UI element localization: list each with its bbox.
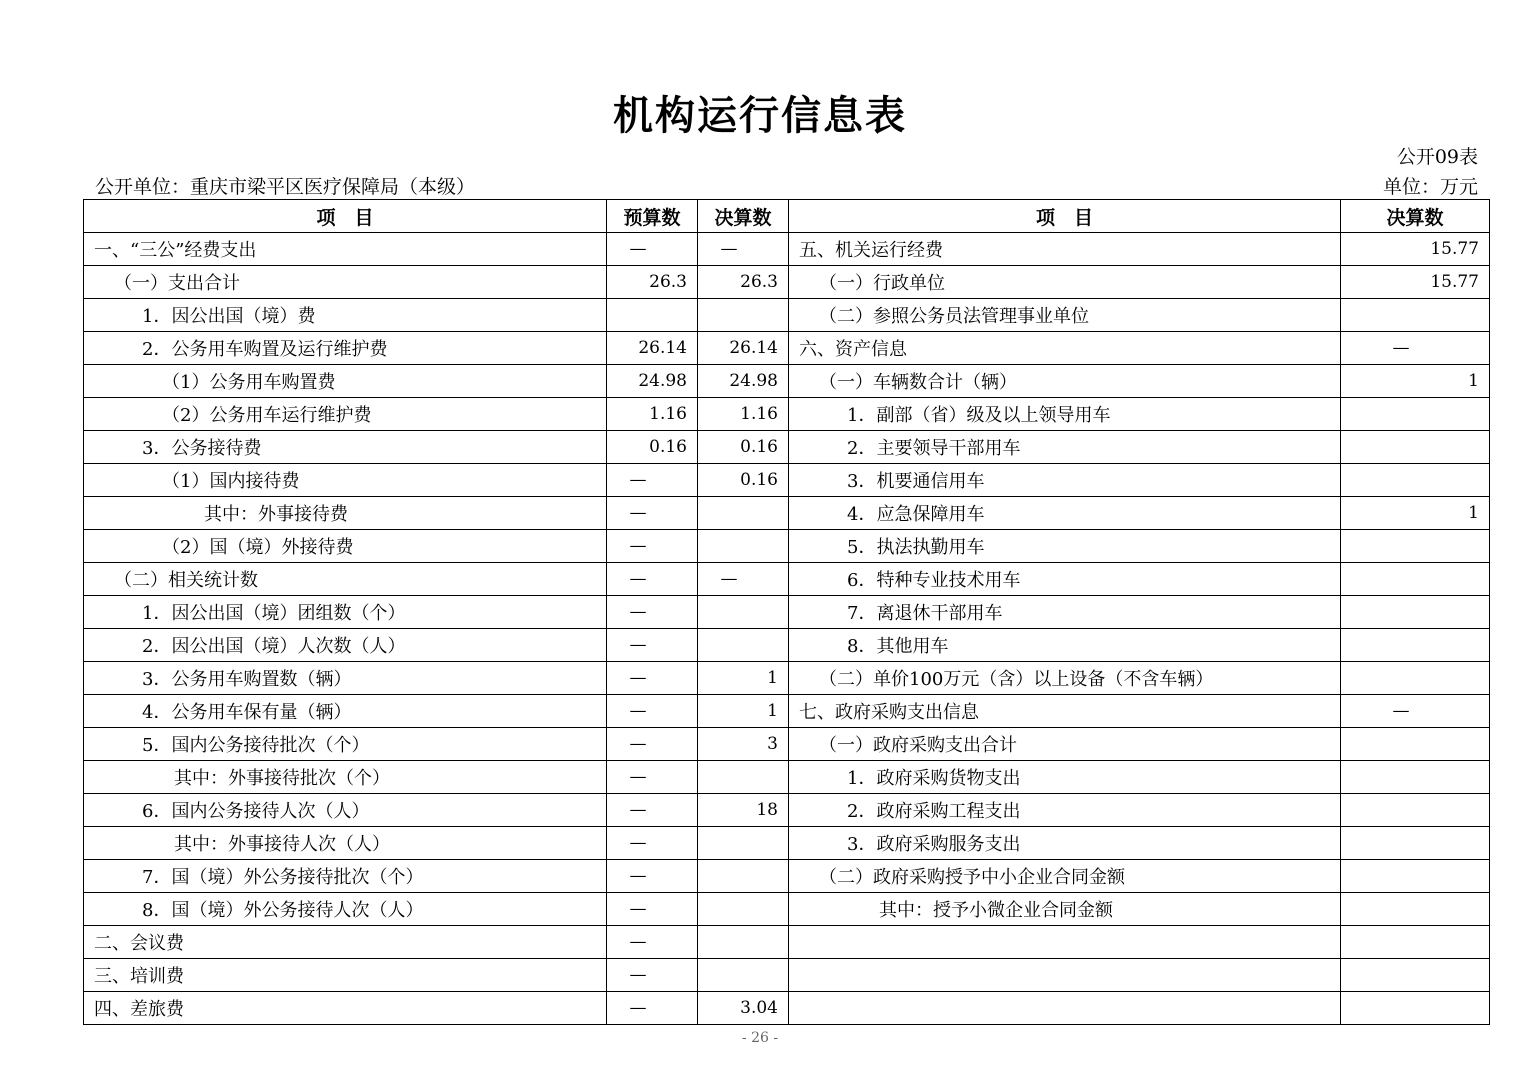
left-item-label: 其中：外事接待人次（人） — [84, 827, 607, 860]
right-item-label: 1．副部（省）级及以上领导用车 — [789, 398, 1341, 431]
table-row — [84, 827, 1490, 860]
left-final-value: 26.3 — [698, 266, 789, 299]
table-row — [84, 431, 1490, 464]
left-budget-value: — — [607, 695, 698, 728]
right-final-value — [1341, 398, 1490, 431]
left-item-label: 四、差旅费 — [84, 992, 607, 1025]
right-final-value: 15.77 — [1341, 266, 1490, 299]
left-final-value: 18 — [698, 794, 789, 827]
right-item-label: （一）行政单位 — [789, 266, 1341, 299]
right-item-label — [789, 959, 1341, 992]
right-final-value — [1341, 629, 1490, 662]
left-item-label: （1）公务用车购置费 — [84, 365, 607, 398]
right-final-value: 1 — [1341, 497, 1490, 530]
left-budget-value — [607, 299, 698, 332]
right-item-label: 2．政府采购工程支出 — [789, 794, 1341, 827]
left-final-value — [698, 299, 789, 332]
left-budget-value: — — [607, 530, 698, 563]
left-budget-value: — — [607, 464, 698, 497]
left-final-value: — — [698, 563, 789, 596]
left-budget-value: — — [607, 761, 698, 794]
left-item-label: 2．公务用车购置及运行维护费 — [84, 332, 607, 365]
left-final-value — [698, 629, 789, 662]
left-final-value: 26.14 — [698, 332, 789, 365]
left-final-value: 3.04 — [698, 992, 789, 1025]
table-row — [84, 233, 1490, 266]
left-budget-value: — — [607, 497, 698, 530]
left-budget-value: — — [607, 893, 698, 926]
table-row — [84, 299, 1490, 332]
header-budget: 预算数 — [607, 200, 698, 233]
left-budget-value: 26.14 — [607, 332, 698, 365]
right-final-value — [1341, 761, 1490, 794]
left-budget-value: 1.16 — [607, 398, 698, 431]
left-item-label: （1）国内接待费 — [84, 464, 607, 497]
table-row — [84, 332, 1490, 365]
left-item-label: 1．因公出国（境）团组数（个） — [84, 596, 607, 629]
right-final-value — [1341, 596, 1490, 629]
left-item-label: 5．国内公务接待批次（个） — [84, 728, 607, 761]
left-item-label: （2）国（境）外接待费 — [84, 530, 607, 563]
right-final-value — [1341, 992, 1490, 1025]
table-row — [84, 629, 1490, 662]
left-budget-value: — — [607, 728, 698, 761]
page-number: - 26 - — [741, 1030, 779, 1046]
left-final-value — [698, 959, 789, 992]
table-row — [84, 662, 1490, 695]
left-item-label: 2．因公出国（境）人次数（人） — [84, 629, 607, 662]
left-budget-value: — — [607, 794, 698, 827]
right-item-label: （二）参照公务员法管理事业单位 — [789, 299, 1341, 332]
left-budget-value: 26.3 — [607, 266, 698, 299]
table-row — [84, 761, 1490, 794]
table-row — [84, 992, 1490, 1025]
table-body — [84, 233, 1490, 1025]
left-item-label: 3．公务接待费 — [84, 431, 607, 464]
right-final-value: — — [1341, 332, 1490, 365]
left-item-label: 4．公务用车保有量（辆） — [84, 695, 607, 728]
left-final-value: 1 — [698, 695, 789, 728]
table-row — [84, 563, 1490, 596]
right-item-label: 七、政府采购支出信息 — [789, 695, 1341, 728]
right-final-value — [1341, 827, 1490, 860]
right-item-label — [789, 992, 1341, 1025]
left-item-label: （2）公务用车运行维护费 — [84, 398, 607, 431]
unit-line — [95, 172, 1478, 199]
left-budget-value: — — [607, 992, 698, 1025]
left-budget-value: — — [607, 827, 698, 860]
left-final-value — [698, 827, 789, 860]
header-final-right: 决算数 — [1341, 200, 1490, 233]
right-final-value — [1341, 662, 1490, 695]
info-table — [83, 199, 1490, 1025]
table-row — [84, 596, 1490, 629]
reporting-unit: 公开单位：重庆市梁平区医疗保障局（本级） — [95, 176, 476, 198]
left-final-value: 0.16 — [698, 431, 789, 464]
left-item-label: （一）支出合计 — [84, 266, 607, 299]
right-item-label: 5．执法执勤用车 — [789, 530, 1341, 563]
left-final-value: 24.98 — [698, 365, 789, 398]
left-budget-value: — — [607, 563, 698, 596]
right-item-label: 4．应急保障用车 — [789, 497, 1341, 530]
right-final-value — [1341, 431, 1490, 464]
left-budget-value: — — [607, 860, 698, 893]
left-budget-value: — — [607, 596, 698, 629]
right-final-value: 15.77 — [1341, 233, 1490, 266]
table-row — [84, 926, 1490, 959]
table-row — [84, 860, 1490, 893]
table-row — [84, 398, 1490, 431]
right-item-label: （二）政府采购授予中小企业合同金额 — [789, 860, 1341, 893]
table-row — [84, 695, 1490, 728]
header-item: 项 目 — [84, 200, 607, 233]
left-final-value — [698, 761, 789, 794]
right-item-label: （一）车辆数合计（辆） — [789, 365, 1341, 398]
right-item-label: 3．机要通信用车 — [789, 464, 1341, 497]
right-item-label: 6．特种专业技术用车 — [789, 563, 1341, 596]
right-item-label: 3．政府采购服务支出 — [789, 827, 1341, 860]
left-final-value — [698, 893, 789, 926]
right-final-value — [1341, 860, 1490, 893]
left-item-label: （二）相关统计数 — [84, 563, 607, 596]
left-item-label: 7．国（境）外公务接待批次（个） — [84, 860, 607, 893]
left-final-value: — — [698, 233, 789, 266]
right-final-value — [1341, 959, 1490, 992]
right-item-label: 7．离退休干部用车 — [789, 596, 1341, 629]
left-item-label: 3．公务用车购置数（辆） — [84, 662, 607, 695]
left-budget-value: — — [607, 629, 698, 662]
right-item-label: 六、资产信息 — [789, 332, 1341, 365]
right-final-value — [1341, 563, 1490, 596]
right-item-label: 1．政府采购货物支出 — [789, 761, 1341, 794]
left-budget-value: 0.16 — [607, 431, 698, 464]
left-budget-value: — — [607, 926, 698, 959]
left-item-label: 6．国内公务接待人次（人） — [84, 794, 607, 827]
right-final-value — [1341, 728, 1490, 761]
right-item-label: （一）政府采购支出合计 — [789, 728, 1341, 761]
table-row — [84, 497, 1490, 530]
left-final-value — [698, 926, 789, 959]
right-final-value: 1 — [1341, 365, 1490, 398]
currency-unit: 单位：万元 — [1382, 176, 1478, 198]
left-budget-value: — — [607, 662, 698, 695]
right-item-label: （二）单价100万元（含）以上设备（不含车辆） — [789, 662, 1341, 695]
right-item-label: 2．主要领导干部用车 — [789, 431, 1341, 464]
left-final-value: 1.16 — [698, 398, 789, 431]
left-item-label: 其中：外事接待费 — [84, 497, 607, 530]
table-row — [84, 893, 1490, 926]
right-final-value — [1341, 464, 1490, 497]
right-item-label: 五、机关运行经费 — [789, 233, 1341, 266]
left-final-value: 1 — [698, 662, 789, 695]
right-item-label — [789, 926, 1341, 959]
header-item-right: 项 目 — [789, 200, 1341, 233]
left-item-label: 二、会议费 — [84, 926, 607, 959]
right-final-value: — — [1341, 695, 1490, 728]
right-final-value — [1341, 893, 1490, 926]
right-final-value — [1341, 794, 1490, 827]
table-number: 公开09表 — [1396, 146, 1478, 168]
left-item-label: 1．因公出国（境）费 — [84, 299, 607, 332]
table-row — [84, 530, 1490, 563]
left-item-label: 其中：外事接待批次（个） — [84, 761, 607, 794]
table-row — [84, 794, 1490, 827]
right-item-label: 8．其他用车 — [789, 629, 1341, 662]
left-budget-value: — — [607, 959, 698, 992]
left-budget-value: 24.98 — [607, 365, 698, 398]
left-final-value — [698, 497, 789, 530]
left-final-value — [698, 860, 789, 893]
left-budget-value: — — [607, 233, 698, 266]
table-row — [84, 959, 1490, 992]
right-final-value — [1341, 926, 1490, 959]
table-row — [84, 464, 1490, 497]
table-row — [84, 365, 1490, 398]
left-item-label: 8．国（境）外公务接待人次（人） — [84, 893, 607, 926]
page-title: 机构运行信息表 — [613, 93, 907, 139]
left-final-value: 3 — [698, 728, 789, 761]
right-item-label: 其中：授予小微企业合同金额 — [789, 893, 1341, 926]
header-row — [84, 200, 1490, 233]
left-final-value — [698, 530, 789, 563]
left-final-value: 0.16 — [698, 464, 789, 497]
table-row — [84, 266, 1490, 299]
header-final: 决算数 — [698, 200, 789, 233]
right-final-value — [1341, 299, 1490, 332]
left-final-value — [698, 596, 789, 629]
left-item-label: 三、培训费 — [84, 959, 607, 992]
table-row — [84, 728, 1490, 761]
right-final-value — [1341, 530, 1490, 563]
left-item-label: 一、“三公”经费支出 — [84, 233, 607, 266]
